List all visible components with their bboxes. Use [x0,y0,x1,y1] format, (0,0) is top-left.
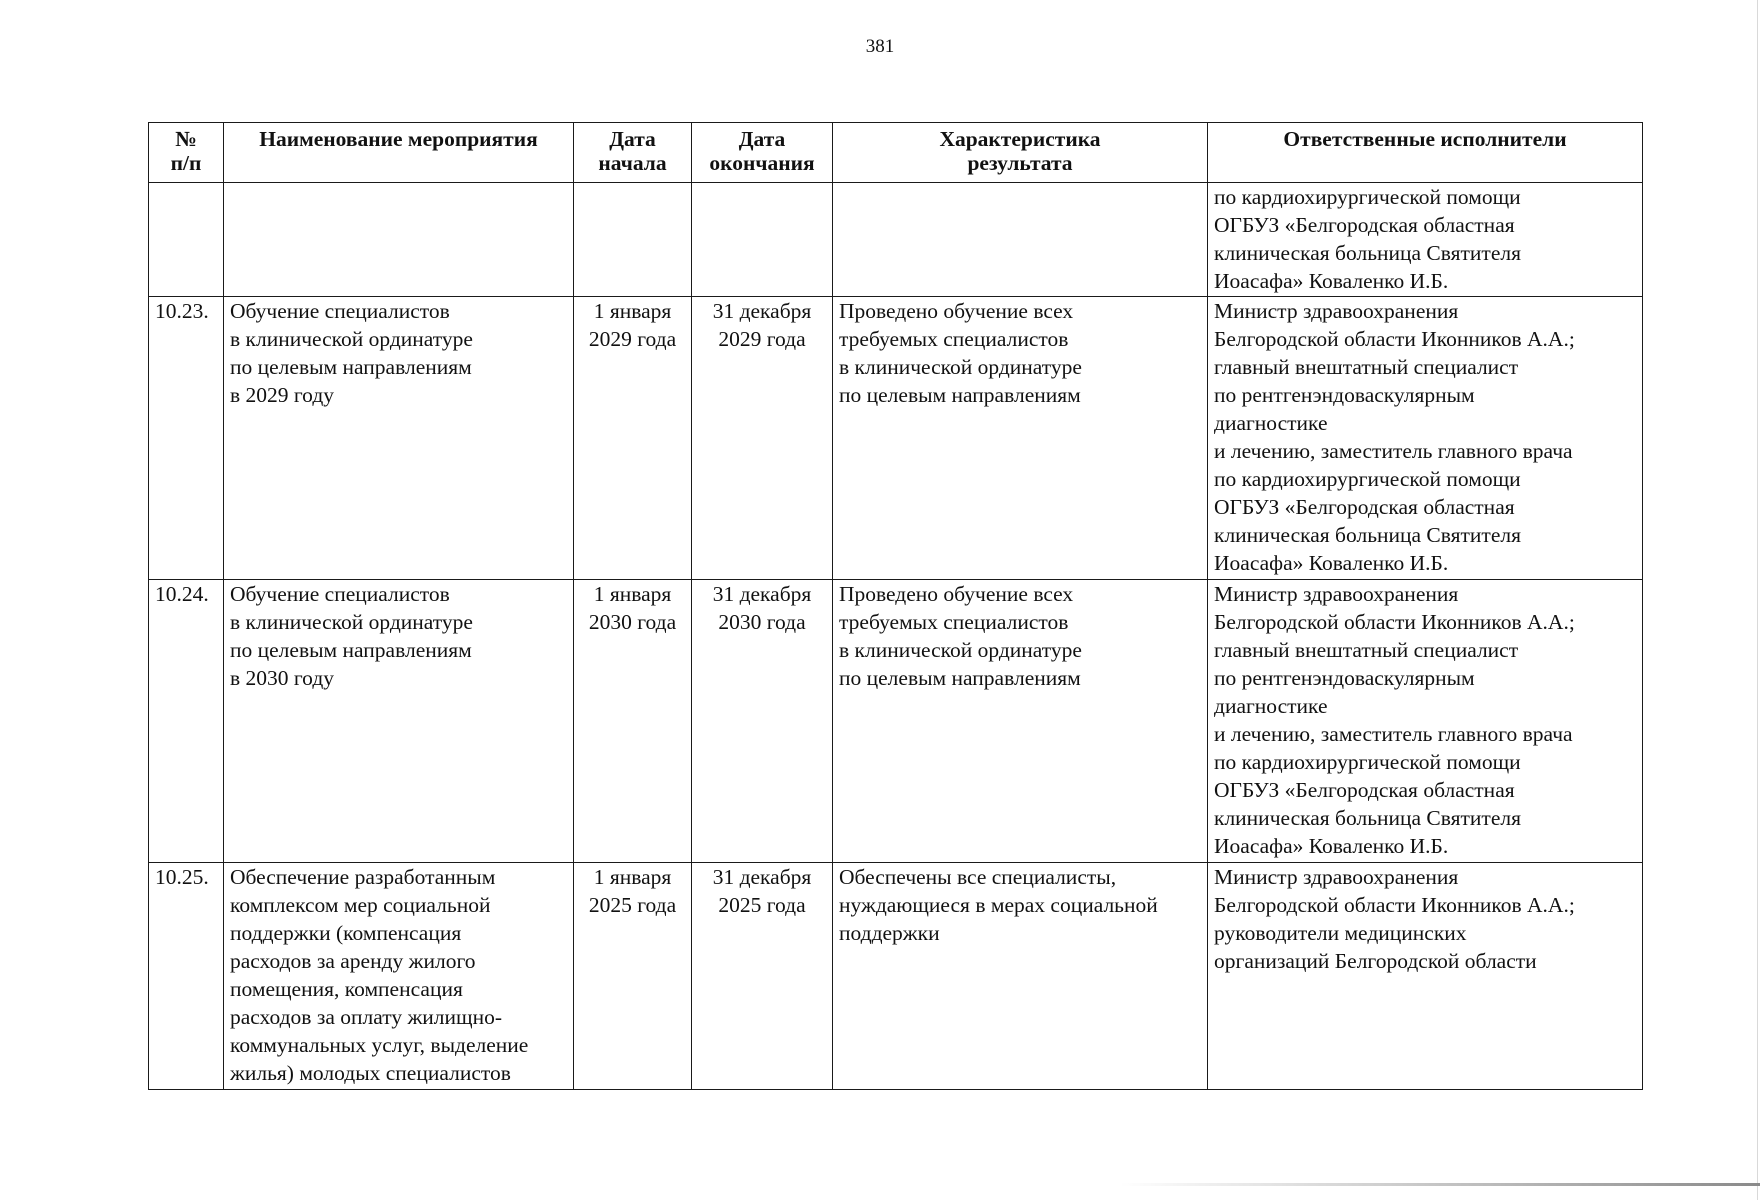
text-line: Обучение специалистов [230,299,450,323]
text-line: в клинической ординатуре [230,327,473,351]
text-line: в клинической ординатуре [839,355,1082,379]
scan-bottom-shadow [1120,1183,1760,1186]
text-line: расходов за аренду жилого [230,949,476,973]
row-end-date [692,580,833,863]
text-line: Дата [738,127,786,151]
text-line: Обеспечены все специалисты, [839,865,1117,889]
page-number: 381 [865,36,895,57]
row-num: 10.25. [149,863,224,1090]
text-line: диагностике [1214,694,1328,718]
header-responsible [1208,123,1643,183]
text-line: ОГБУЗ «Белгородская областная [1214,213,1515,237]
text-line: в клинической ординатуре [230,610,473,634]
text-line: Белгородской области Иконников А.А.; [1214,893,1575,917]
text-line: руководители медицинских [1214,921,1467,945]
row-responsible [1208,863,1643,1090]
text-line: по целевым направлениям [230,355,472,379]
text-line: по целевым направлениям [839,383,1081,407]
row-num: 10.23. [149,297,224,580]
text-line: Белгородской области Иконников А.А.; [1214,327,1575,351]
text-line: п/п [170,151,202,175]
row-responsible [1208,183,1643,297]
text-line: 1 января [593,582,672,606]
text-line: 31 декабря [712,299,812,323]
row-result [833,183,1208,297]
row-end-date [692,183,833,297]
scan-edge-line [1757,0,1758,1200]
text-line: 2025 года [588,893,677,917]
table-row [149,580,1643,863]
text-line: поддержки [839,921,940,945]
row-end-date [692,297,833,580]
row-num: 10.24. [149,580,224,863]
text-line: Министр здравоохранения [1214,865,1459,889]
row-result [833,580,1208,863]
text-line: по целевым направлениям [839,666,1081,690]
row-responsible [1208,297,1643,580]
text-line: по кардиохирургической помощи [1214,185,1521,209]
text-line: в 2029 году [230,383,335,407]
text-line: Проведено обучение всех [839,582,1074,606]
text-line: Дата [609,127,656,151]
header-name [224,123,574,183]
row-result [833,863,1208,1090]
text-line: Иоасафа» Коваленко И.Б. [1214,269,1449,293]
text-line: по кардиохирургической помощи [1214,750,1521,774]
text-line: Министр здравоохранения [1214,582,1459,606]
text-line: ОГБУЗ «Белгородская областная [1214,495,1515,519]
text-line: и лечению, заместитель главного врача [1214,722,1573,746]
header-start-date [574,123,692,183]
text-line: по целевым направлениям [230,638,472,662]
text-line: 1 января [593,299,672,323]
table-row [149,183,1643,297]
text-line: жилья) молодых специалистов [230,1061,511,1085]
text-line: 2029 года [718,327,806,351]
header-end-date [692,123,833,183]
text-line: клиническая больница Святителя [1214,241,1521,265]
text-line: комплексом мер социальной [230,893,491,917]
text-line: начала [598,151,667,175]
row-start-date [574,183,692,297]
text-line: 31 декабря [712,865,812,889]
text-line: клиническая больница Святителя [1214,523,1521,547]
text-line: 31 декабря [712,582,812,606]
table-header-row [149,123,1643,183]
text-line: требуемых специалистов [839,610,1069,634]
text-line: главный внештатный специалист [1214,355,1519,379]
text-line: клиническая больница Святителя [1214,806,1521,830]
row-start-date [574,297,692,580]
header-result [833,123,1208,183]
text-line: Иоасафа» Коваленко И.Б. [1214,834,1449,858]
text-line: главный внештатный специалист [1214,638,1519,662]
text-line: Проведено обучение всех [839,299,1074,323]
text-line: нуждающиеся в мерах социальной [839,893,1158,917]
table-row [149,863,1643,1090]
text-line: Ответственные исполнители [1283,127,1567,151]
row-result [833,297,1208,580]
text-line: Министр здравоохранения [1214,299,1459,323]
row-start-date [574,580,692,863]
text-line: в клинической ординатуре [839,638,1082,662]
text-line: окончания [709,151,815,175]
text-line: поддержки (компенсация [230,921,462,945]
text-line: 2030 года [718,610,806,634]
text-line: Обучение специалистов [230,582,450,606]
text-line: расходов за оплату жилищно- [230,1005,503,1029]
text-line: 2030 года [588,610,677,634]
text-line: требуемых специалистов [839,327,1069,351]
row-end-date [692,863,833,1090]
row-num [149,183,224,297]
text-line: по рентгенэндоваскулярным [1214,666,1475,690]
text-line: Обеспечение разработанным [230,865,496,889]
text-line: организаций Белгородской области [1214,949,1537,973]
row-responsible [1208,580,1643,863]
text-line: 1 января [593,865,672,889]
activities-table [148,122,1643,1090]
text-line: по кардиохирургической помощи [1214,467,1521,491]
text-line: коммунальных услуг, выделение [230,1033,529,1057]
text-line: диагностике [1214,411,1328,435]
row-start-date [574,863,692,1090]
text-line: ОГБУЗ «Белгородская областная [1214,778,1515,802]
table-row [149,297,1643,580]
text-line: результата [967,151,1073,175]
header-num [149,123,224,183]
text-line: № [175,127,197,151]
row-name [224,863,574,1090]
row-name [224,580,574,863]
text-line: по рентгенэндоваскулярным [1214,383,1475,407]
row-name [224,297,574,580]
text-line: Белгородской области Иконников А.А.; [1214,610,1575,634]
text-line: 2025 года [718,893,806,917]
text-line: Иоасафа» Коваленко И.Б. [1214,551,1449,575]
table-body [149,183,1643,1090]
text-line: Характеристика [939,127,1101,151]
text-line: и лечению, заместитель главного врача [1214,439,1573,463]
row-name [224,183,574,297]
text-line: Наименование мероприятия [259,127,538,151]
text-line: в 2030 году [230,666,335,690]
text-line: помещения, компенсация [230,977,463,1001]
text-line: 2029 года [588,327,677,351]
